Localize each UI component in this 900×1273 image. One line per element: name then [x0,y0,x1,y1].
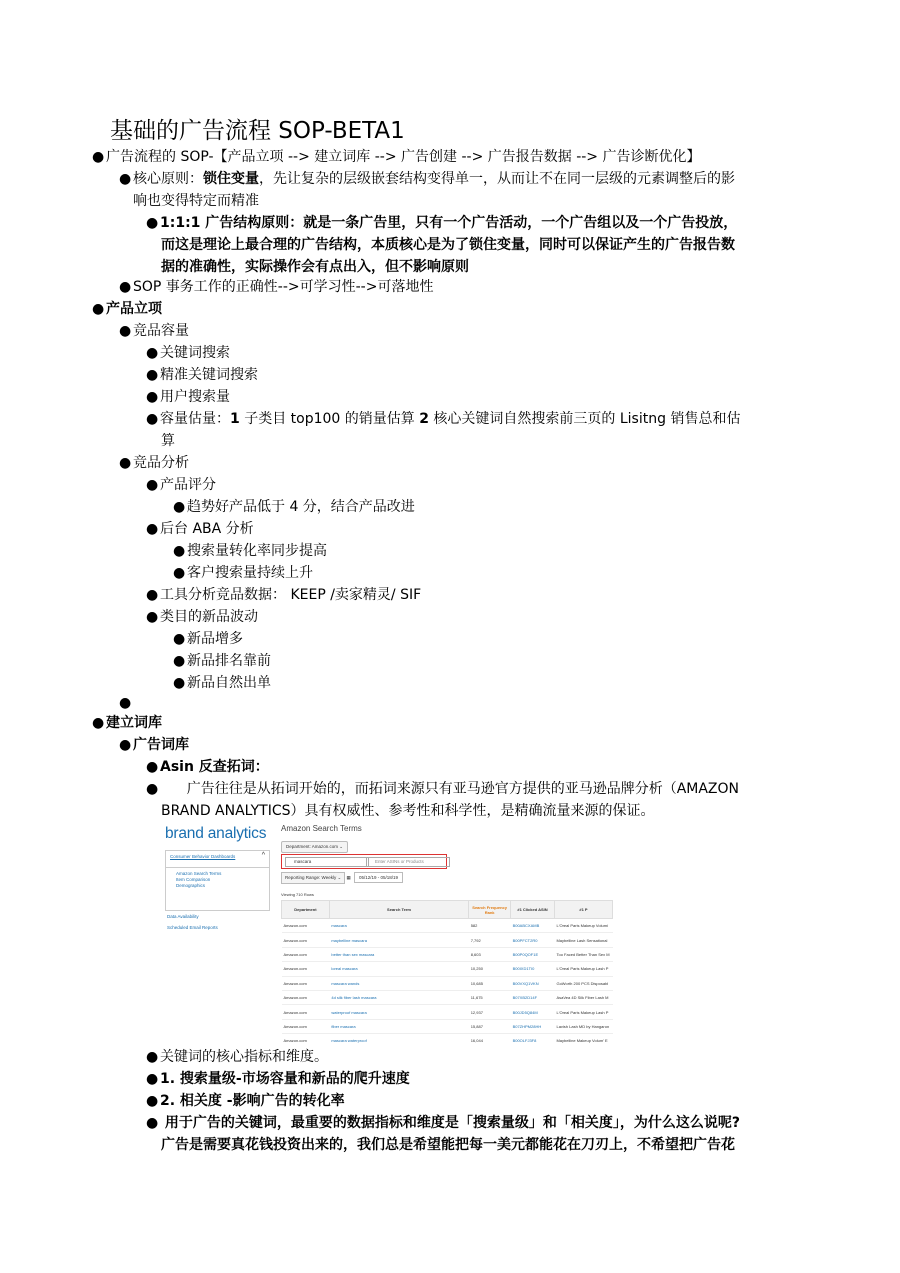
column-header[interactable]: Department [282,901,330,919]
table-row [282,1034,613,1044]
search-highlight-box [281,854,447,869]
sidebar-link[interactable]: Amazon Search Terms [176,871,222,876]
cell-search-term[interactable]: mascara [329,919,468,933]
table-row [282,962,613,976]
table-row [282,976,613,990]
cell-department: Amazon.com [282,1005,330,1019]
cell-product: L'Oreal Paris Makeup Volumi [554,919,612,933]
list-item: ● 竞品分析 [119,452,189,474]
cell-asin[interactable]: B00OLFJ3F8 [511,1034,555,1044]
sidebar-dashboard-header[interactable]: Consumer Behavior Dashboards ^ [165,850,270,868]
bullet-icon: ● [173,675,186,691]
list-item: ● 1:1:1 广告结构原则：就是一条广告里，只有一个广告活动，一个广告组以及一个广告投放， [146,212,737,234]
bullet-icon: ● [146,389,159,405]
cell-product: Maybelline Lash Sensational [554,933,612,947]
sidebar-link[interactable]: Demographics [176,883,206,888]
bullet-icon: ● [146,781,159,797]
list-item: ● 1. 搜索量级-市场容量和新品的爬升速度 [146,1068,410,1090]
cell-rank: 7,792 [469,933,511,947]
cell-rank: 12,937 [469,1005,511,1019]
list-item-continuation: BRAND ANALYTICS）具有权威性、参考性和科学性，是精确流量来源的保证。 [161,803,655,819]
cell-search-term[interactable]: mascara waterproof [329,1034,468,1044]
bullet-icon: ● [146,477,159,493]
list-item: ● 关键词的核心指标和维度。 [146,1046,328,1068]
column-header[interactable]: Search Frequency Rank [469,901,511,919]
list-item: ● 竞品容量 [119,320,189,342]
cell-search-term[interactable]: waterproof mascara [329,1005,468,1019]
cell-rank: 11,675 [469,990,511,1004]
asin-input[interactable]: Enter ASINs or Products [366,857,450,867]
list-item: ● 搜索量转化率同步提高 [173,540,327,562]
cell-product: Lavish Lash MD by Hangaron [554,1019,612,1033]
table-row [282,990,613,1004]
section-heading: ● 建立词库 [92,712,162,734]
cell-rank: 10,685 [469,976,511,990]
department-select[interactable]: Department: Amazon.com ⌄ [281,841,348,853]
chevron-down-icon: ⌄ [339,844,344,849]
screenshot-heading: Amazon Search Terms [281,824,362,833]
cell-asin[interactable]: B00ABCXAMB [511,919,555,933]
cell-asin[interactable]: B00JD5Q84M [511,1005,555,1019]
cell-product: GoWorth 200 PCS Disposabl [554,976,612,990]
bullet-icon: ● [119,737,132,753]
list-item: ● 精准关键词搜索 [146,364,258,386]
list-item-continuation: 广告是需要真花钱投资出来的，我们总是希望能把每一美元都能花在刀刃上，不希望把广告花 [161,1137,735,1153]
cell-rank: 8,603 [469,947,511,961]
bullet-icon: ● [119,455,132,471]
bullet-icon: ● [146,1049,159,1065]
cell-department: Amazon.com [282,919,330,933]
list-item: ● 核心原则：锁住变量，先让复杂的层级嵌套结构变得单一，从而让不在同一层级的元素调整后的影 [119,168,735,190]
cell-product: Too Faced Better Than Sex M [554,947,612,961]
sidebar-sub-list [165,868,270,911]
cell-asin[interactable]: B07XB2D14F [511,990,555,1004]
bullet-icon: ● [146,215,159,231]
bullet-icon: ● [146,1093,159,1109]
cell-rank: 582 [469,919,511,933]
table-row [282,1005,613,1019]
cell-department: Amazon.com [282,1034,330,1044]
cell-department: Amazon.com [282,1019,330,1033]
list-item: ● 关键词搜索 [146,342,230,364]
list-item: ● 2. 相关度 -影响广告的转化率 [146,1090,345,1112]
table-row [282,919,613,933]
bullet-icon: ● [119,323,132,339]
cell-search-term[interactable]: fiber mascara [329,1019,468,1033]
bullet-icon: ● [146,1071,159,1087]
list-item: ● 用于广告的关键词，最重要的数据指标和维度是「搜索量级」和「相关度」，为什么这么说呢? [146,1112,740,1134]
table-row [282,947,613,961]
column-header[interactable]: Search Term [329,901,468,919]
list-item: ● 类目的新品波动 [146,606,258,628]
cell-asin[interactable]: B00IXD1TI0 [511,962,555,976]
cell-search-term[interactable]: better than sex mascara [329,947,468,961]
bullet-icon: ● [146,345,159,361]
bullet-icon: ● [146,1115,159,1131]
column-header[interactable]: #1 Clicked ASIN [511,901,555,919]
bullet-icon: ● [173,565,186,581]
cell-department: Amazon.com [282,990,330,1004]
search-terms-table [281,900,613,1044]
sidebar-link[interactable]: Scheduled Email Reports [167,925,218,930]
list-item: ● 广告词库 [119,734,189,756]
cell-product: AsaVea 4D Silk Fiber Lash M [554,990,612,1004]
list-item: ● 新品自然出单 [173,672,271,694]
cell-department: Amazon.com [282,947,330,961]
bullet-icon: ● [146,411,159,427]
bullet-icon: ● [173,653,186,669]
bullet-icon: ● [173,543,186,559]
reporting-range [281,872,403,884]
cell-department: Amazon.com [282,933,330,947]
cell-asin[interactable]: B00P0QOF1E [511,947,555,961]
cell-rank: 15,887 [469,1019,511,1033]
cell-search-term[interactable]: maybelline mascara [329,933,468,947]
list-item-continuation: 算 [161,433,175,449]
bullet-icon: ● [119,171,132,187]
bullet-icon: ● [173,631,186,647]
list-item: ● 新品增多 [173,628,243,650]
cell-product: Maybelline Makeup Volum' E [554,1034,612,1044]
list-item: ● 广告往往是从拓词开始的，而拓词来源只有亚马逊官方提供的亚马逊品牌分析（AMAZON [146,778,739,800]
cell-rank: 16,044 [469,1034,511,1044]
cell-asin[interactable]: B00PFCT2R0 [511,933,555,947]
screenshot-sidebar [165,850,270,933]
list-item-empty [119,692,133,714]
search-term-input[interactable]: mascara [285,857,369,867]
list-item-continuation: 据的准确性，实际操作会有点出入，但不影响原则 [161,259,469,275]
cell-asin[interactable]: B00VXQ1VKN [511,976,555,990]
list-item: ● 客户搜索量持续上升 [173,562,313,584]
bullet-icon: ● [92,149,105,165]
brand-analytics-logo: brand analytics [165,825,267,842]
list-item: ● 后台 ABA 分析 [146,518,254,540]
sidebar-link[interactable]: Data Availability [167,914,199,919]
bullet-icon: ● [146,609,159,625]
bullet-icon: ● [119,279,132,295]
viewing-count: Viewing 710 Rows [281,892,314,897]
list-item: ● SOP 事务工作的正确性-->可学习性-->可落地性 [119,276,433,298]
bullet-icon: ● [173,499,186,515]
list-item: ● 容量估量：1 子类目 top100 的销量估算 2 核心关键词自然搜索前三页的 Lisitng 销售总和估 [146,408,740,430]
bullet-icon: ● [146,759,159,775]
bullet-icon: ● [146,521,159,537]
list-item-continuation: 响也变得特定而精准 [133,193,259,209]
chevron-up-icon: ^ [261,852,265,859]
page-title: 基础的广告流程 SOP-BETA1 [110,118,405,144]
list-item: ● Asin 反查拓词： [146,756,269,778]
list-item-continuation: 而这是理论上最合理的广告结构，本质核心是为了锁住变量，同时可以保证产生的广告报告数 [161,237,735,253]
brand-analytics-screenshot [163,822,613,1044]
date-range-field[interactable]: 05/12/19 - 05/18/19 [354,872,403,883]
column-header[interactable]: #1 P [554,901,612,919]
list-item: ● 产品评分 [146,474,216,496]
cell-product: L'Oreal Paris Makeup Lash P [554,962,612,976]
cell-search-term[interactable]: 4d silk fiber lash mascara [329,990,468,1004]
table-row [282,1019,613,1033]
section-heading: ● 产品立项 [92,298,162,320]
sidebar-link[interactable]: Item Comparison [176,877,211,882]
cell-search-term[interactable]: mascara wands [329,976,468,990]
list-item: ● 新品排名靠前 [173,650,271,672]
list-item: ● 广告流程的 SOP-【产品立项 --> 建立词库 --> 广告创建 --> 广告报告数据 --> 广告诊断优化】 [92,146,700,168]
cell-department: Amazon.com [282,976,330,990]
cell-search-term[interactable]: loreal mascara [329,962,468,976]
list-item: ● 工具分析竞品数据： KEEP /卖家精灵/ SIF [146,584,421,606]
calendar-icon: ▦ [346,875,351,880]
list-item: ● 趋势好产品低于 4 分，结合产品改进 [173,496,415,518]
bullet-icon: ● [119,695,132,711]
bullet-icon: ● [92,301,105,317]
cell-product: L'Oreal Paris Makeup Lash P [554,1005,612,1019]
bullet-icon: ● [146,367,159,383]
bullet-icon: ● [146,587,159,603]
cell-rank: 10,250 [469,962,511,976]
list-item: ● 用户搜索量 [146,386,230,408]
bullet-icon: ● [92,715,105,731]
reporting-range-select[interactable]: Reporting Range: Weekly ⌄ [281,872,345,884]
cell-department: Amazon.com [282,962,330,976]
table-row [282,933,613,947]
cell-asin[interactable]: B07ZHPM28HH [511,1019,555,1033]
